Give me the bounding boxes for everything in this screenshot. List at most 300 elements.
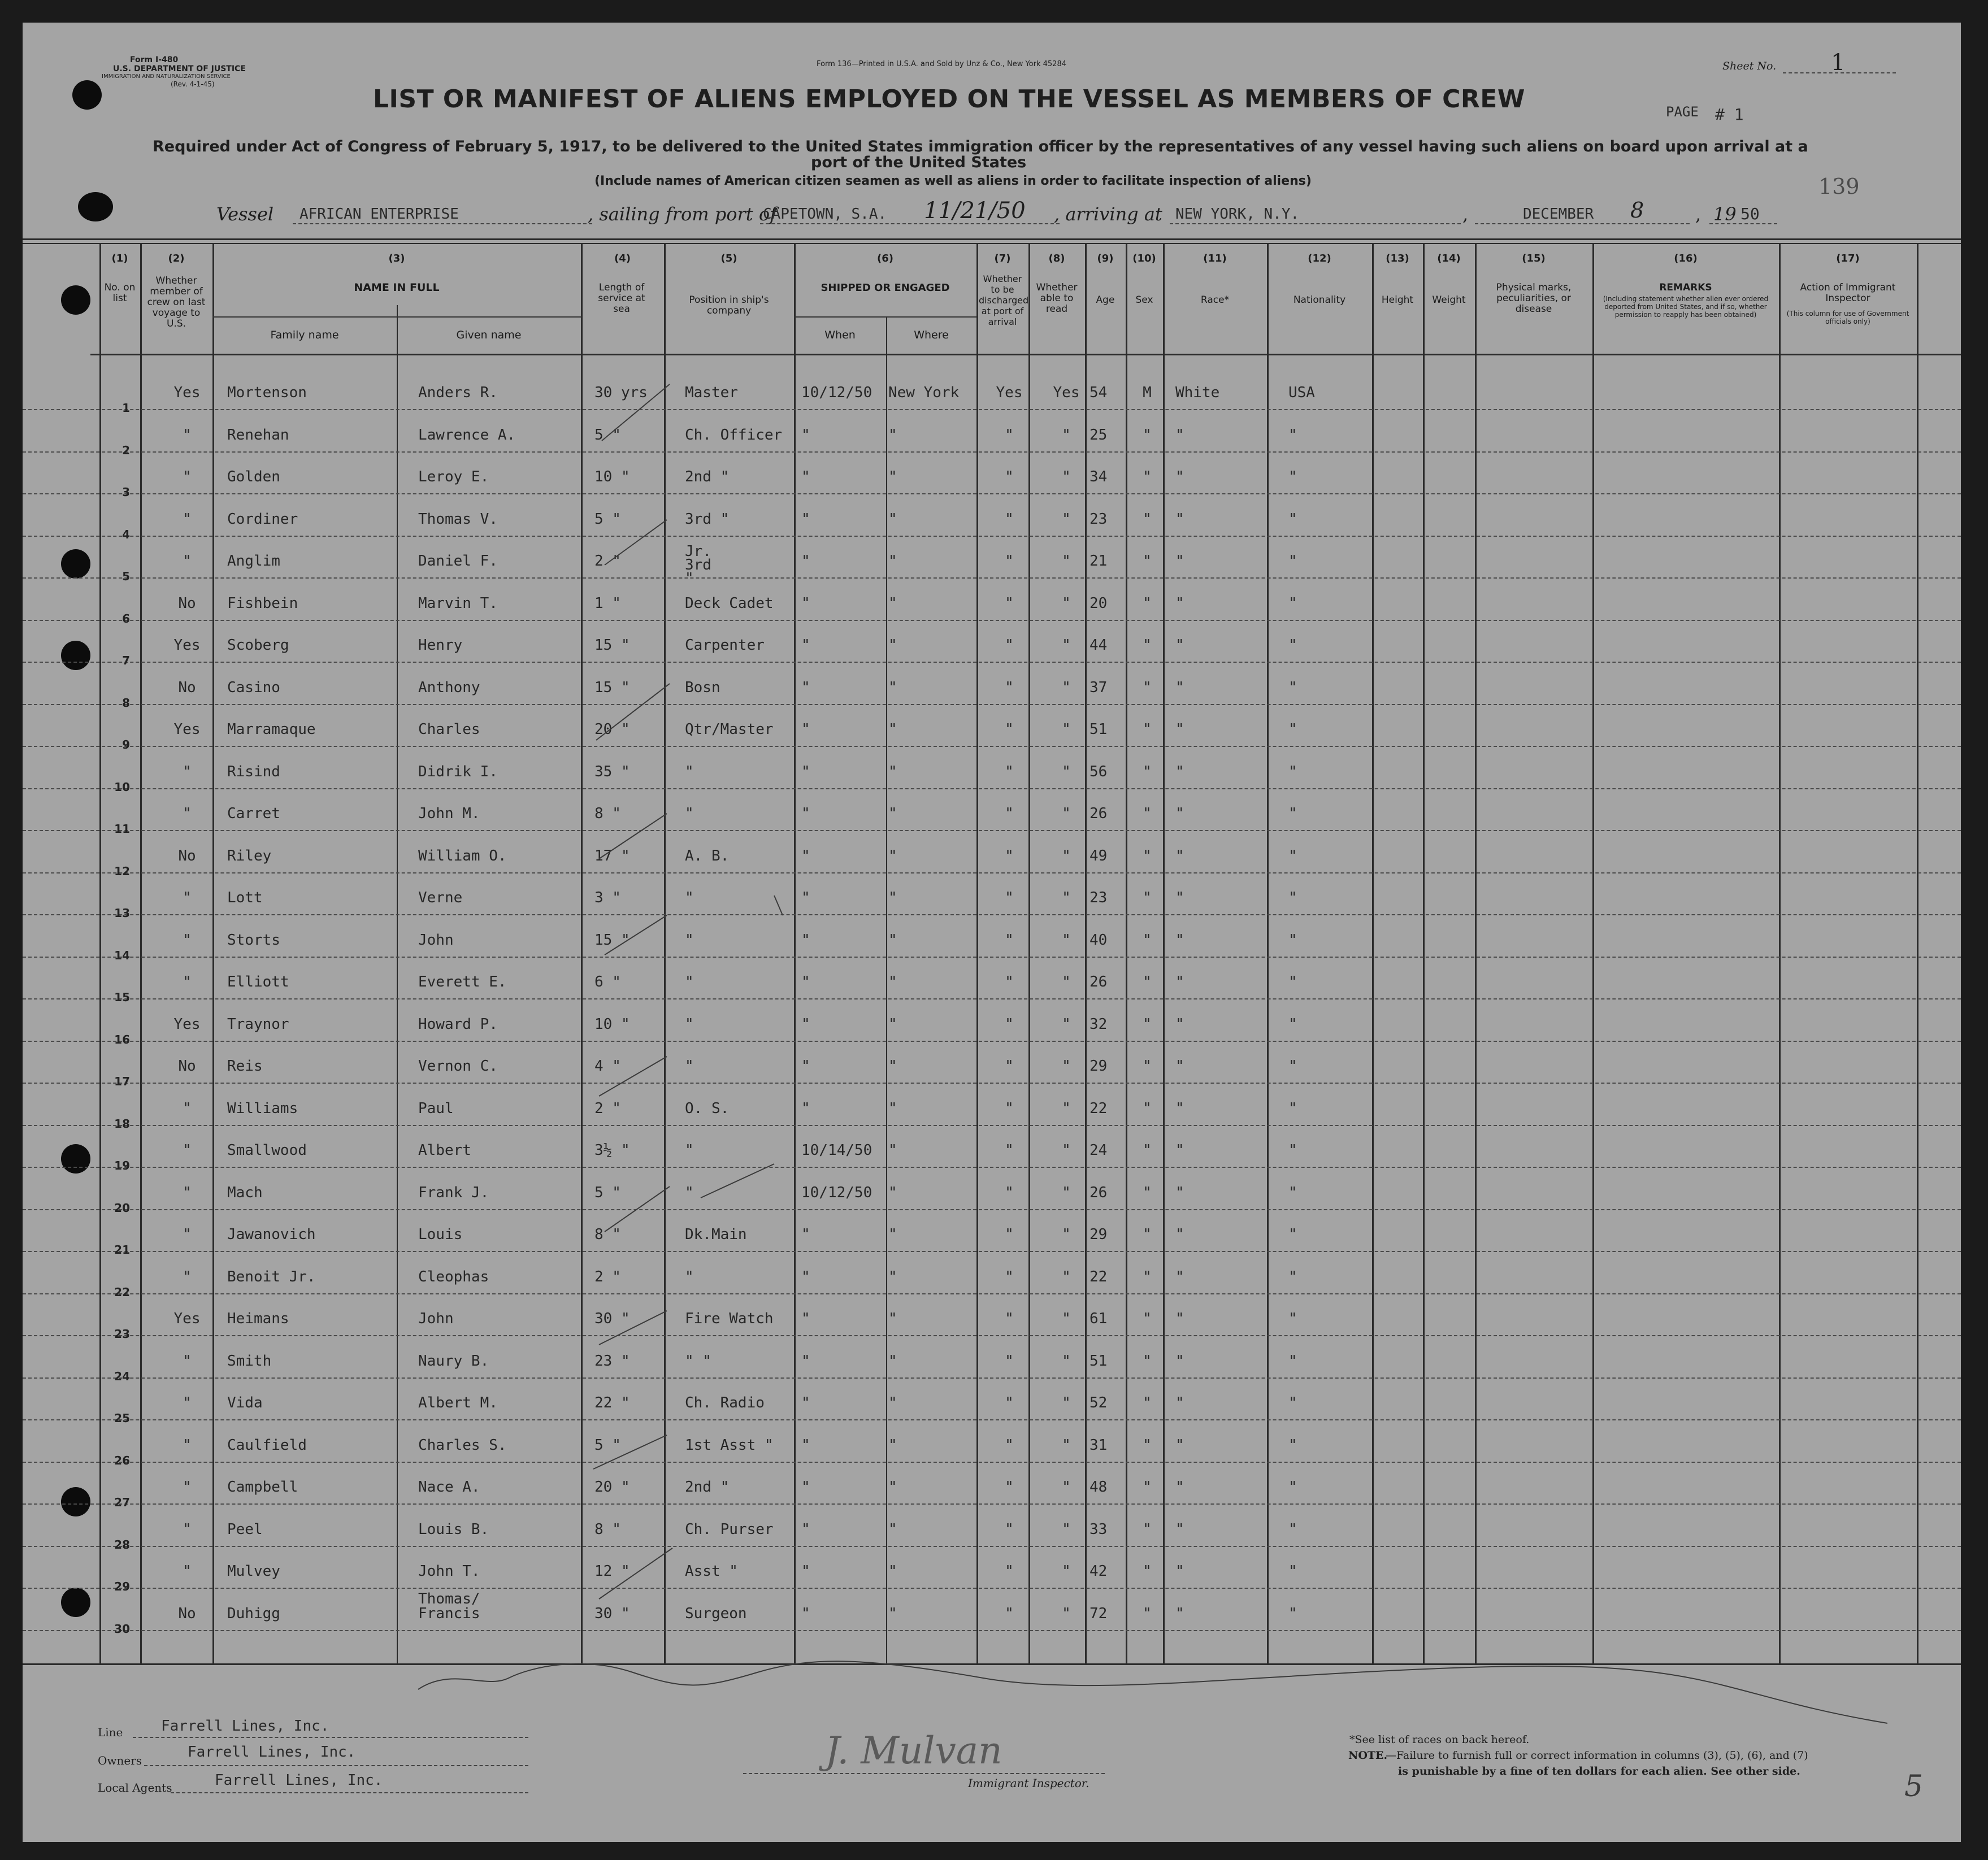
family-name-cell: Caulfield: [227, 1436, 307, 1454]
shipped-where-cell: ": [888, 1310, 897, 1327]
given-name-cell: John T.: [418, 1563, 480, 1580]
row-rule: [23, 1041, 1961, 1042]
able-to-read-cell: ": [1062, 1605, 1071, 1622]
form-number: Form I-480: [130, 55, 179, 64]
discharged-cell: ": [1005, 1100, 1014, 1117]
col7-number: (7): [994, 253, 1011, 264]
age-cell: 56: [1090, 763, 1108, 780]
column-rule: [664, 243, 666, 1663]
table-top-border-2: [23, 243, 1961, 244]
position-cell: ": [685, 1268, 694, 1285]
shipped-where-cell: ": [888, 1479, 897, 1496]
age-cell: 32: [1090, 1015, 1108, 1033]
given-name-cell: Howard P.: [418, 1015, 498, 1033]
service-length-cell: 23 ": [594, 1352, 630, 1370]
shipped-when-cell: ": [801, 1563, 810, 1580]
given-name-cell: John M.: [418, 805, 480, 822]
age-cell: 29: [1090, 1058, 1108, 1075]
punch-hole: [61, 1144, 90, 1174]
table-top-border: [23, 238, 1961, 240]
family-name-cell: Cordiner: [227, 510, 298, 528]
nationality-cell: ": [1288, 1226, 1297, 1243]
corner-mark: 5: [1904, 1770, 1924, 1803]
shipped-subheader-rule: [794, 316, 976, 318]
discharged-cell: ": [1005, 1436, 1014, 1454]
year-underline: [1709, 223, 1777, 224]
col6-number: (6): [877, 253, 893, 264]
age-cell: 24: [1090, 1142, 1108, 1159]
note-label: NOTE.: [1348, 1749, 1388, 1762]
owners-underline: [144, 1765, 528, 1766]
shipped-where-cell: ": [888, 1226, 897, 1243]
age-cell: 21: [1090, 553, 1108, 570]
line-value: Farrell Lines, Inc.: [161, 1718, 329, 1735]
arrival-underline: [1170, 223, 1461, 224]
nationality-cell: ": [1288, 931, 1297, 949]
sex-cell: ": [1143, 468, 1152, 485]
sex-cell: ": [1143, 1563, 1152, 1580]
discharged-cell: ": [1005, 931, 1014, 949]
col11-header: Race*: [1200, 294, 1230, 306]
discharged-cell: ": [1005, 805, 1014, 822]
column-rule: [1163, 243, 1165, 1663]
given-name-cell: Paul: [418, 1100, 454, 1117]
row-number: 20: [114, 1201, 130, 1215]
given-name-cell: John: [418, 931, 454, 949]
sex-cell: ": [1143, 1015, 1152, 1033]
row-number: 6: [122, 611, 130, 625]
discharged-cell: ": [1005, 1015, 1014, 1033]
age-cell: 54: [1090, 384, 1108, 401]
service-length-cell: 20 ": [594, 1479, 630, 1496]
sex-cell: ": [1143, 1520, 1152, 1538]
shipped-when-cell: ": [801, 1394, 810, 1411]
given-name-cell: Vernon C.: [418, 1058, 498, 1075]
col5-header: Position in ship's company: [689, 294, 769, 316]
col17-header: Action of Immigrant Inspector: [1800, 282, 1896, 304]
service-length-cell: 3½ ": [594, 1142, 630, 1159]
family-name-cell: Mortenson: [227, 384, 307, 401]
col8-number: (8): [1048, 253, 1065, 264]
sex-cell: ": [1143, 721, 1152, 738]
given-name-cell: Thomas V.: [418, 510, 498, 528]
discharged-cell: ": [1005, 594, 1014, 612]
sex-cell: ": [1143, 1226, 1152, 1243]
service-length-cell: 3 ": [594, 889, 621, 906]
prev-voyage-cell: ": [183, 805, 192, 822]
vessel-label: Vessel: [216, 203, 274, 225]
given-name-cell: Louis B.: [418, 1520, 489, 1538]
column-rule: [1267, 243, 1269, 1663]
race-cell: ": [1175, 1563, 1184, 1580]
prev-voyage-cell: ": [183, 468, 192, 485]
column-rule: [1917, 243, 1918, 1663]
discharged-cell: ": [1005, 847, 1014, 864]
stamp-number: 139: [1818, 174, 1860, 199]
given-name-cell: Albert: [418, 1142, 471, 1159]
row-rule: [23, 704, 1961, 705]
position-cell: Deck Cadet: [685, 594, 774, 612]
shipped-where-cell: ": [888, 847, 897, 864]
shipped-where-cell: ": [888, 510, 897, 528]
family-name-cell: Mach: [227, 1184, 263, 1201]
discharged-cell: ": [1005, 1226, 1014, 1243]
discharged-cell: ": [1005, 1563, 1014, 1580]
discharged-cell: ": [1005, 1184, 1014, 1201]
age-cell: 51: [1090, 1352, 1108, 1370]
row-rule: [23, 914, 1961, 915]
sex-cell: ": [1143, 637, 1152, 654]
age-cell: 49: [1090, 847, 1108, 864]
col3-number: (3): [388, 253, 405, 264]
row-rule: [23, 746, 1961, 747]
family-name-cell: Heimans: [227, 1310, 289, 1327]
discharged-cell: Yes: [996, 384, 1023, 401]
position-cell: ": [685, 1015, 694, 1033]
given-name-cell: Nace A.: [418, 1479, 480, 1496]
shipped-when-cell: 10/14/50: [801, 1142, 873, 1159]
able-to-read-cell: ": [1062, 1015, 1071, 1033]
column-rule: [397, 305, 398, 1663]
able-to-read-cell: ": [1062, 468, 1071, 485]
service-length-cell: 35 ": [594, 763, 630, 780]
nationality-cell: ": [1288, 1520, 1297, 1538]
prev-voyage-cell: ": [183, 931, 192, 949]
discharged-cell: ": [1005, 1058, 1014, 1075]
nationality-cell: ": [1288, 468, 1297, 485]
col3a-header: Family name: [270, 329, 339, 341]
given-name-cell: Charles: [418, 721, 480, 738]
service-length-cell: 30 yrs: [594, 384, 648, 401]
row-rule: [23, 788, 1961, 789]
nationality-cell: ": [1288, 974, 1297, 990]
race-cell: ": [1175, 426, 1184, 444]
nationality-cell: ": [1288, 1479, 1297, 1496]
race-cell: ": [1175, 594, 1184, 612]
sex-cell: ": [1143, 1479, 1152, 1496]
nationality-cell: USA: [1288, 384, 1315, 401]
nationality-cell: ": [1288, 1352, 1297, 1370]
col13-header: Height: [1381, 294, 1414, 306]
nationality-cell: ": [1288, 1184, 1297, 1201]
shipped-where-cell: ": [888, 721, 897, 738]
shipped-where-cell: ": [888, 637, 897, 654]
name-subheader-rule: [212, 316, 581, 318]
department-name: U.S. DEPARTMENT OF JUSTICE: [113, 64, 246, 73]
col6-header: SHIPPED OR ENGAGED: [821, 282, 950, 294]
row-number: 29: [114, 1580, 130, 1593]
inspector-label: Immigrant Inspector.: [968, 1776, 1090, 1790]
col16-note: (Including statement whether alien ever ordered deported from United States, and if so, whether permission to reapply has been obtained): [1603, 295, 1769, 319]
family-name-cell: Peel: [227, 1520, 263, 1538]
service-length-cell: 2 ": [594, 553, 621, 570]
service-length-cell: 30 ": [594, 1605, 630, 1622]
prev-voyage-cell: ": [183, 763, 192, 780]
nationality-cell: ": [1288, 679, 1297, 696]
nationality-cell: ": [1288, 1058, 1297, 1075]
nationality-cell: ": [1288, 594, 1297, 612]
sex-cell: ": [1143, 1142, 1152, 1159]
able-to-read-cell: ": [1062, 1436, 1071, 1454]
prev-voyage-cell: Yes: [173, 1310, 201, 1327]
prev-voyage-cell: ": [183, 1436, 192, 1454]
prev-voyage-cell: ": [183, 1479, 192, 1496]
punch-hole: [61, 1487, 90, 1516]
age-cell: 48: [1090, 1479, 1108, 1496]
nationality-cell: ": [1288, 553, 1297, 570]
col3-header: NAME IN FULL: [354, 281, 440, 294]
family-name-cell: Carret: [227, 805, 280, 822]
race-note: *See list of races on back hereof.: [1349, 1733, 1530, 1746]
age-cell: 34: [1090, 468, 1108, 485]
punch-hole: [61, 1588, 90, 1617]
subtitle-2: port of the United States: [811, 154, 1027, 171]
able-to-read-cell: ": [1062, 763, 1071, 780]
age-cell: 23: [1090, 889, 1108, 906]
row-rule: [23, 1462, 1961, 1463]
prev-voyage-cell: ": [183, 1226, 192, 1243]
race-cell: ": [1175, 1352, 1184, 1370]
given-name-cell: Cleophas: [418, 1268, 489, 1285]
row-number: 14: [114, 948, 130, 962]
col12-header: Nationality: [1293, 294, 1346, 306]
able-to-read-cell: ": [1062, 721, 1071, 738]
able-to-read-cell: ": [1062, 931, 1071, 949]
sex-cell: ": [1143, 847, 1152, 864]
service-length-cell: 15 ": [594, 679, 630, 696]
column-rule: [1779, 243, 1781, 1663]
race-cell: ": [1175, 1184, 1184, 1201]
position-cell: ": [685, 889, 694, 906]
discharged-cell: ": [1005, 1142, 1014, 1159]
shipped-where-cell: ": [888, 1352, 897, 1370]
signature-underline: [743, 1773, 1105, 1774]
shipped-where-cell: ": [888, 1520, 897, 1538]
shipped-when-cell: ": [801, 1100, 810, 1117]
row-rule: [23, 1335, 1961, 1336]
race-cell: ": [1175, 1015, 1184, 1033]
family-name-cell: Duhigg: [227, 1605, 280, 1622]
row-number: 26: [114, 1453, 130, 1467]
row-rule: [23, 1251, 1961, 1252]
able-to-read-cell: Yes: [1053, 384, 1080, 401]
position-cell: Ch. Officer: [685, 426, 783, 444]
punch-hole: [78, 192, 113, 221]
row-number: 1: [122, 401, 130, 415]
family-name-cell: Smith: [227, 1352, 272, 1370]
shipped-when-cell: ": [801, 889, 810, 906]
arrival-day: 8: [1630, 198, 1644, 223]
discharged-cell: ": [1005, 1394, 1014, 1411]
shipped-when-cell: ": [801, 1436, 810, 1454]
age-cell: 52: [1090, 1394, 1108, 1411]
race-cell: ": [1175, 974, 1184, 990]
punch-hole: [72, 80, 102, 110]
given-name-cell: Frank J.: [418, 1184, 489, 1201]
shipped-when-cell: ": [801, 426, 810, 444]
discharged-cell: ": [1005, 1520, 1014, 1538]
col4-number: (4): [614, 253, 631, 264]
row-number: 27: [114, 1496, 130, 1509]
service-length-cell: 22 ": [594, 1394, 630, 1411]
shipped-where-cell: ": [888, 1605, 897, 1622]
discharged-cell: ": [1005, 679, 1014, 696]
position-cell: ": [685, 1184, 694, 1201]
shipped-when-cell: ": [801, 510, 810, 528]
line-label: Line: [98, 1726, 123, 1739]
shipped-when-cell: ": [801, 594, 810, 612]
row-rule: [23, 957, 1961, 958]
col5-number: (5): [720, 253, 737, 264]
family-name-cell: Golden: [227, 468, 280, 485]
discharged-cell: ": [1005, 1352, 1014, 1370]
service-length-cell: 5 ": [594, 426, 621, 444]
service-length-cell: 2 ": [594, 1100, 621, 1117]
row-number: 18: [114, 1116, 130, 1131]
position-cell: Surgeon: [685, 1605, 747, 1622]
nationality-cell: ": [1288, 1015, 1297, 1033]
given-name-cell: Thomas/ Francis: [418, 1590, 480, 1622]
col2-number: (2): [168, 253, 185, 264]
row-rule: [23, 620, 1961, 621]
column-rule: [1372, 243, 1374, 1663]
note-line-2: is punishable by a fine of ten dollars for each alien. See other side.: [1398, 1765, 1800, 1778]
row-rule: [23, 1377, 1961, 1379]
service-length-cell: 1 ": [594, 594, 621, 612]
race-cell: White: [1175, 384, 1220, 401]
col8-header: Whether able to read: [1036, 282, 1078, 315]
given-name-cell: Everett E.: [418, 974, 507, 990]
sex-cell: ": [1143, 1352, 1152, 1370]
race-cell: ": [1175, 510, 1184, 528]
sex-cell: ": [1143, 931, 1152, 949]
prev-voyage-cell: ": [183, 1352, 192, 1370]
row-rule: [23, 493, 1961, 494]
age-cell: 26: [1090, 1184, 1108, 1201]
family-name-cell: Campbell: [227, 1479, 298, 1496]
col10-header: Sex: [1135, 294, 1153, 306]
nationality-cell: ": [1288, 1436, 1297, 1454]
service-name: IMMIGRATION AND NATURALIZATION SERVICE: [102, 73, 231, 80]
nationality-cell: ": [1288, 805, 1297, 822]
punch-hole: [61, 549, 90, 579]
able-to-read-cell: ": [1062, 1563, 1071, 1580]
arrival-year-suffix: 50: [1740, 205, 1760, 223]
col7-header: Whether to be discharged at port of arrival: [979, 273, 1029, 327]
shipped-when-cell: ": [801, 1226, 810, 1243]
shipped-where-cell: ": [888, 763, 897, 780]
given-name-cell: Naury B.: [418, 1352, 489, 1370]
able-to-read-cell: ": [1062, 1352, 1071, 1370]
able-to-read-cell: ": [1062, 1268, 1071, 1285]
nationality-cell: ": [1288, 426, 1297, 444]
row-number: 10: [114, 780, 130, 794]
position-cell: Fire Watch: [685, 1310, 774, 1327]
col2-header: Whether member of crew on last voyage to U.S.: [147, 275, 206, 329]
nationality-cell: ": [1288, 1605, 1297, 1622]
discharged-cell: ": [1005, 510, 1014, 528]
row-rule: [23, 451, 1961, 453]
sheet-value: 1: [1831, 50, 1846, 76]
owners-label: Owners: [98, 1754, 142, 1767]
row-rule: [23, 1167, 1961, 1168]
prev-voyage-cell: ": [183, 426, 192, 444]
prev-voyage-cell: Yes: [173, 1015, 201, 1033]
row-rule: [23, 1503, 1961, 1505]
line-underline: [133, 1737, 528, 1738]
discharged-cell: ": [1005, 1268, 1014, 1285]
month-underline: [1475, 223, 1690, 224]
able-to-read-cell: ": [1062, 889, 1071, 906]
service-length-cell: 17 ": [594, 847, 630, 864]
family-name-cell: Anglim: [227, 553, 280, 570]
sex-cell: ": [1143, 1436, 1152, 1454]
family-name-cell: Lott: [227, 889, 263, 906]
discharged-cell: ": [1005, 1479, 1014, 1496]
discharged-cell: ": [1005, 763, 1014, 780]
agents-label: Local Agents: [98, 1781, 172, 1794]
col1-header: No. on list: [104, 282, 136, 304]
able-to-read-cell: ": [1062, 1184, 1071, 1201]
discharged-cell: ": [1005, 889, 1014, 906]
family-name-cell: Storts: [227, 931, 280, 949]
shipped-where-cell: ": [888, 931, 897, 949]
family-name-cell: Reis: [227, 1058, 263, 1075]
age-cell: 61: [1090, 1310, 1108, 1327]
prev-voyage-cell: ": [183, 1520, 192, 1538]
race-cell: ": [1175, 1142, 1184, 1159]
shipped-when-cell: ": [801, 1015, 810, 1033]
family-name-cell: Riley: [227, 847, 272, 864]
prev-voyage-cell: ": [183, 553, 192, 570]
service-length-cell: 8 ": [594, 1520, 621, 1538]
punch-hole: [61, 641, 90, 670]
row-rule: [23, 1083, 1961, 1084]
position-cell: ": [685, 1142, 694, 1159]
age-cell: 22: [1090, 1100, 1108, 1117]
shipped-when-cell: ": [801, 805, 810, 822]
row-rule: [23, 872, 1961, 873]
column-rule: [581, 243, 583, 1663]
position-cell: Asst ": [685, 1563, 738, 1580]
position-cell: Master: [685, 384, 738, 401]
prev-voyage-cell: Yes: [173, 384, 201, 401]
able-to-read-cell: ": [1062, 679, 1071, 696]
age-cell: 31: [1090, 1436, 1108, 1454]
family-name-cell: Fishbein: [227, 594, 298, 612]
row-rule: [23, 1293, 1961, 1294]
column-rule: [140, 243, 142, 1663]
age-cell: 44: [1090, 637, 1108, 654]
position-cell: Dk.Main: [685, 1226, 747, 1243]
row-rule: [23, 1125, 1961, 1126]
sex-cell: ": [1143, 1184, 1152, 1201]
nationality-cell: ": [1288, 1310, 1297, 1327]
col6b-header: Where: [914, 329, 949, 341]
col10-number: (10): [1132, 253, 1156, 264]
position-cell: 3rd ": [685, 510, 730, 528]
arrival-month: DECEMBER: [1523, 206, 1594, 223]
col14-header: Weight: [1432, 294, 1466, 306]
given-name-cell: Verne: [418, 889, 463, 906]
age-cell: 51: [1090, 721, 1108, 738]
row-number: 24: [114, 1369, 130, 1383]
discharged-cell: ": [1005, 553, 1014, 570]
nationality-cell: ": [1288, 847, 1297, 864]
family-name-cell: Smallwood: [227, 1142, 307, 1159]
position-cell: A. B.: [685, 847, 730, 864]
sex-cell: ": [1143, 763, 1152, 780]
